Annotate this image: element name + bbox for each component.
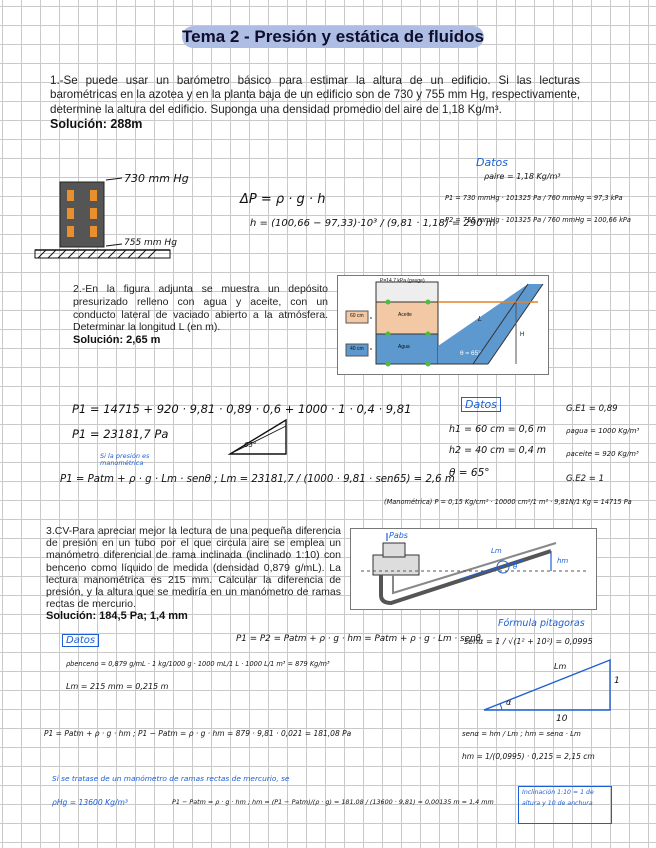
p3-hg-eq: P1 − Patm = ρ · g · hm ; hm = (P1 − Patm)/(ρ · g) = 181,08 / (13600 · 9,81) = 0,00135 m = 1,4 mm [172, 798, 494, 806]
p2-eq2: P1 = 23181,7 Pa [72, 427, 169, 441]
p2-note: Si la presión es manométrica [100, 452, 150, 467]
tank-pressure-label: P=14,7 kPa (gauge) [380, 278, 425, 284]
tank-L-label: L [478, 316, 482, 323]
tri-10-label: 10 [556, 714, 568, 724]
problem-3 [46, 525, 341, 623]
p3-hg-intro: Si se tratase de un manómetro de ramas rectas de mercurio, se [52, 774, 290, 783]
p2-ge3: ρaceite = 920 Kg/m³ [566, 450, 639, 458]
p3-pitag: senα = 1 / √(1² + 10²) = 0,0995 [464, 637, 593, 646]
tank-oil-label: Aceite [398, 312, 412, 318]
tank-60cm-label: 60 cm [350, 313, 364, 319]
p2-d3: θ = 65° [449, 467, 490, 479]
tri-alpha-label: α [506, 698, 512, 707]
p2-ge1: G.E1 = 0,89 [566, 404, 618, 414]
top-reading: 730 mm Hg [124, 172, 189, 185]
p2-d2: h2 = 40 cm = 0,4 m [449, 445, 547, 456]
page-title: Tema 2 - Presión y estática de fluidos [182, 27, 485, 46]
tri-lm-label: Lm [554, 662, 567, 671]
p1-eq2: h = (100,66 − 97,33)·10³ / (9,81 · 1,18) = 290 m [250, 218, 496, 229]
p1-eq1: ΔP = ρ · g · h [240, 192, 326, 207]
p3-note: Inclinación 1:10 = 1 de altura y 10 de anchura [518, 786, 612, 824]
problem-1-solution: Solución: 288m [50, 117, 143, 132]
p1-datos: Datos [476, 156, 508, 169]
p2-man: (Manométrica) P = 0,15 Kg/cm² · 10000 cm²/1 m² · 9,81N/1 Kg = 14715 Pa [384, 498, 632, 506]
p2-eq1: P1 = 14715 + 920 · 9,81 · 0,89 · 0,6 + 1000 · 1 · 0,4 · 9,81 [72, 402, 412, 416]
p3-hm: hm = 1/(0,0995) · 0,215 = 2,15 cm [462, 752, 595, 761]
problem-3-text: 3.CV-Para apreciar mejor la lectura de una pequeña diferencia de presión en un tubo por el que circula aire se emplea un manómetro diferencial de rama inclinada (inclinado 1:10) con benceno como líquido de medida (densidad 0,879 g/mL). La lectura manométrica es 215 mm. Calcular la diferencia de presión, y la altura que se mediría en un manómetro de ramas rectas de mercurio. [46, 525, 341, 611]
man-hm-label: hm [557, 557, 569, 565]
p3-rho: ρbenceno = 0,879 g/mL · 1 kg/1000 g · 1000 mL/1 L · 1000 L/1 m³ = 879 Kg/m³ [66, 660, 330, 668]
tri-1-label: 1 [614, 676, 620, 686]
tank-figure [337, 275, 549, 375]
p2-d1: h1 = 60 cm = 0,6 m [449, 424, 547, 435]
p2-datos: Datos [461, 397, 501, 412]
problem-1-text: 1.-Se puede usar un barómetro básico para estimar la altura de un edificio. Si las lecturas barométricas en la azotea y en la planta baja de un edificio son de 730 y 755 mm Hg, respectivamente, determine la altura del edificio. Suponga una densidad promedio del aire de 1,18 Kg/m³. [50, 74, 580, 116]
p1-d3: P2 = 755 mmHg · 101325 Pa / 760 mmHg = 100,66 kPa [445, 216, 631, 224]
bottom-reading: 755 mm Hg [124, 238, 177, 248]
p3-lm: Lm = 215 mm = 0,215 m [66, 682, 169, 691]
p3-triangle [478, 654, 618, 716]
p3-hg-rho: ρHg = 13600 Kg/m³ [52, 798, 128, 807]
problem-3-solution: Solución: 184,5 Pa; 1,4 mm [46, 610, 188, 623]
tank-40cm-label: 40 cm [350, 346, 364, 352]
tank-H-label: H [520, 332, 525, 338]
manometer-figure [350, 528, 597, 610]
problem-1 [50, 74, 580, 132]
p2-ge4: G.E2 = 1 [566, 474, 605, 484]
p1-d2: P1 = 730 mmHg · 101325 Pa / 760 mmHg = 97,3 kPa [445, 194, 623, 202]
problem-2 [73, 283, 328, 347]
p3-main-eq: P1 = P2 = Patm + ρ · g · hm = Patm + ρ · g · Lm · senθ [236, 634, 481, 644]
p3-eq-p: P1 = Patm + ρ · g · hm ; P1 − Patm = ρ · g · hm = 879 · 9,81 · 0,021 = 181,08 Pa [44, 729, 352, 738]
p2-eq3: P1 = Patm + ρ · g · Lm · senθ ; Lm = 23181,7 / (1000 · 9,81 · sen65) = 2,6 m [60, 474, 455, 485]
p3-datos: Datos [62, 634, 99, 647]
p1-d1: ρaire = 1,18 Kg/m³ [484, 172, 561, 181]
problem-2-solution: Solución: 2,65 m [73, 334, 161, 347]
p2-triangle [226, 416, 292, 458]
man-P-label: Pabs [389, 531, 408, 540]
p2-angle: 65° [244, 441, 257, 449]
man-theta-label: θ [513, 563, 518, 571]
man-Lm-label: Lm [491, 547, 502, 555]
p2-ge2: ρagua = 1000 Kg/m³ [566, 427, 640, 435]
p3-pitag-title: Fórmula pitagoras [498, 618, 585, 629]
tank-water-label: Agua [398, 344, 410, 350]
p3-sen: senα = hm / Lm ; hm = senα · Lm [462, 730, 581, 738]
problem-2-text: 2.-En la figura adjunta se muestra un depósito presurizado relleno con agua y aceite, con un conducto lateral de vaciado abierto a la atmósfera. Determinar la longitud L (en m). [73, 283, 328, 334]
tank-theta-label: θ = 65° [460, 350, 481, 357]
